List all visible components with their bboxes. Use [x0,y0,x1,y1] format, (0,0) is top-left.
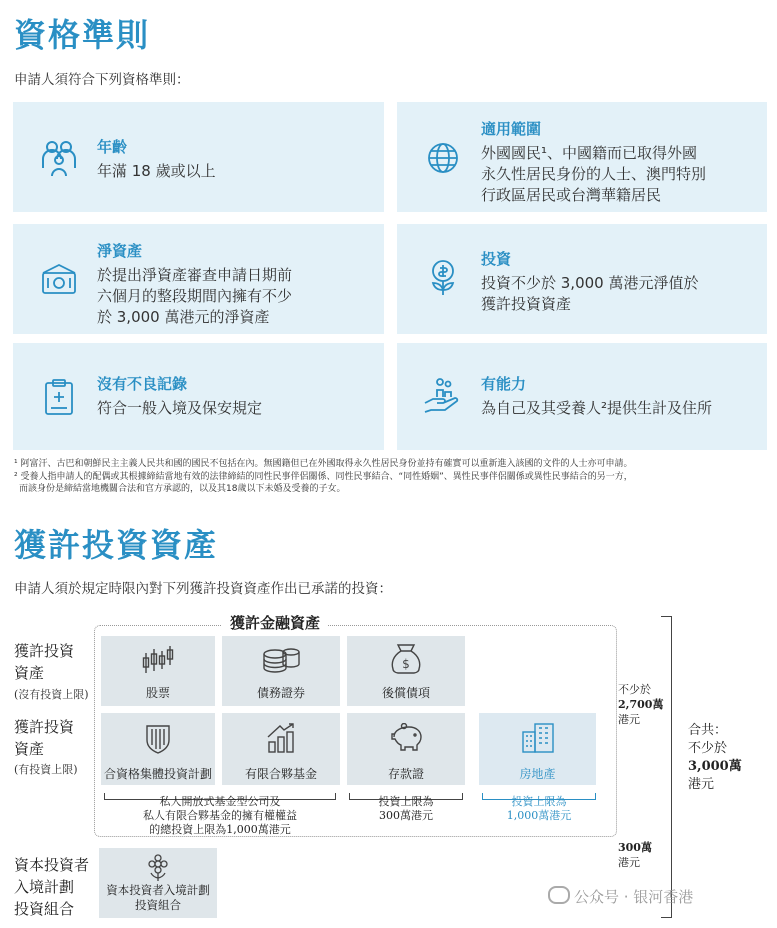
asset-box-cies-portfolio [99,848,217,918]
asset-label-real-estate: 房地產 [519,767,556,781]
total-line2: 不少於 [688,741,728,756]
financial-assets-header: 獲許金融資產 [222,612,328,633]
min-amount-financial-line2: 2,700萬 [618,698,664,711]
asset-label-certificates-of-deposit: 存款證 [387,767,424,781]
total-amount [688,722,742,794]
globe-icon [423,138,463,178]
money-bag-icon [391,643,421,675]
card-net-assets [13,224,384,334]
watermark [548,886,693,907]
section-title-permissible-assets: 獲許投資資產 [14,526,219,564]
card-investment-title: 投資 [481,250,512,268]
card-net-assets-title: 淨資產 [97,242,143,260]
footnote-2b: 而該身份是締結當地機關合法和官方承認的，以及其18歲以下未婚及受養的子女。 [19,484,346,494]
row2-sublabel: (有投資上限) [14,763,78,776]
min-amount-cies [618,840,652,870]
row2-label: 獲許投資 資產 [14,718,75,758]
card-age-title: 年齡 [97,138,128,156]
building-icon [521,722,555,754]
min-amount-financial-line3: 港元 [618,713,640,726]
footnote-1: ¹ 阿富汗、古巴和朝鮮民主主義人民共和國的國民不包括在內。無國籍但已在外國取得永久性居民身份並持有確實可以重新進入該國的文件的人士亦可申請。 [14,459,633,469]
asset-box-stocks [101,636,215,706]
row3-label: 資本投資者 入境計劃 投資組合 [14,856,90,918]
asset-label-cis: 合資格集體投資計劃 [103,767,212,781]
investment-plant-icon [423,258,463,298]
asset-box-limited-partnership [222,713,340,785]
card-age [13,102,384,212]
total-line3: 3,000萬 [688,759,742,774]
row1-label: 獲許投資 資產 [14,642,75,682]
growth-chart-icon [265,722,297,754]
card-capability [397,343,767,450]
hand-support-icon [423,375,463,415]
card-capability-title: 有能力 [481,375,527,393]
total-line1: 合共： [688,723,728,738]
card-scope [397,102,767,212]
asset-label-limited-partnership: 有限合夥基金 [244,767,317,781]
caption-real-estate-cap: 投資上限為 1,000萬港元 [506,795,572,822]
caption-fund-cap: 私人開放式基金型公司及 私人有限合夥基金的擁有權權益 的總投資上限為1,000萬港元 [143,795,297,836]
clipboard-icon [39,377,79,417]
min-amount-financial-line1: 不少於 [618,683,651,696]
svg-text:$: $ [402,657,410,671]
assets-intro: 申請人須於規定時限內對下列獲許投資資產作出已承諾的投資： [14,581,392,597]
asset-label-cies-portfolio: 資本投資者入境計劃 投資組合 [106,883,210,912]
card-net-assets-body: 於提出淨資產審查申請日期前 六個月的整段期間內擁有不少 於 3,000 萬港元的淨資產 [97,266,293,326]
min-amount-cies-line2: 港元 [618,856,640,869]
asset-box-real-estate [479,713,596,785]
candlestick-icon [141,645,175,675]
card-age-body: 年滿 18 歲或以上 [97,162,216,180]
card-good-record [13,343,384,450]
eligibility-intro: 申請人須符合下列資格準則： [14,72,190,88]
flower-icon [144,854,172,882]
asset-label-stocks: 股票 [145,686,170,700]
family-icon [39,138,79,178]
asset-box-cis [101,713,215,785]
asset-box-debt-securities [222,636,340,706]
card-scope-body: 外國國民¹、中國籍而已取得外國 永久性居民身份的人士、澳門特別 行政區居民或台灣華籍居民 [481,144,707,204]
row1-sublabel: (沒有投資上限) [14,688,89,701]
total-bracket [661,616,672,918]
card-scope-title: 適用範圍 [481,120,542,138]
section-title-eligibility: 資格準則 [14,16,151,54]
card-capability-body: 為自己及其受養人²提供生計及住所 [481,399,713,417]
wechat-icon [548,886,570,904]
shield-stripes-icon [144,723,172,755]
card-investment-body: 投資不少於 3,000 萬港元淨值於 獲許投資資產 [481,274,699,313]
coins-icon [261,645,301,675]
footnote-2a: ² 受養人指申請人的配偶或其根據締結當地有效的法律締結的同性民事伴侶關係、同性民事結合、“同性婚姻”、異性民事伴侶關係或異性民事結合的另一方， [14,472,633,482]
card-good-record-title: 沒有不良記錄 [97,375,188,393]
total-line4: 港元 [688,777,715,792]
asset-label-subordinated-debt: 後償債項 [381,686,430,700]
min-amount-cies-line1: 300萬 [618,841,652,854]
min-amount-financial [618,682,663,727]
money-icon [39,261,79,301]
asset-box-certificates-of-deposit [347,713,465,785]
asset-box-subordinated-debt [347,636,465,706]
piggy-bank-icon [388,723,424,753]
card-investment [397,224,767,334]
caption-deposit-cap: 投資上限為 300萬港元 [378,795,434,822]
card-good-record-body: 符合一般入境及保安規定 [97,399,263,417]
asset-label-debt-securities: 債務證券 [256,686,305,700]
watermark-text: 公众号 · 银河香港 [574,888,694,906]
